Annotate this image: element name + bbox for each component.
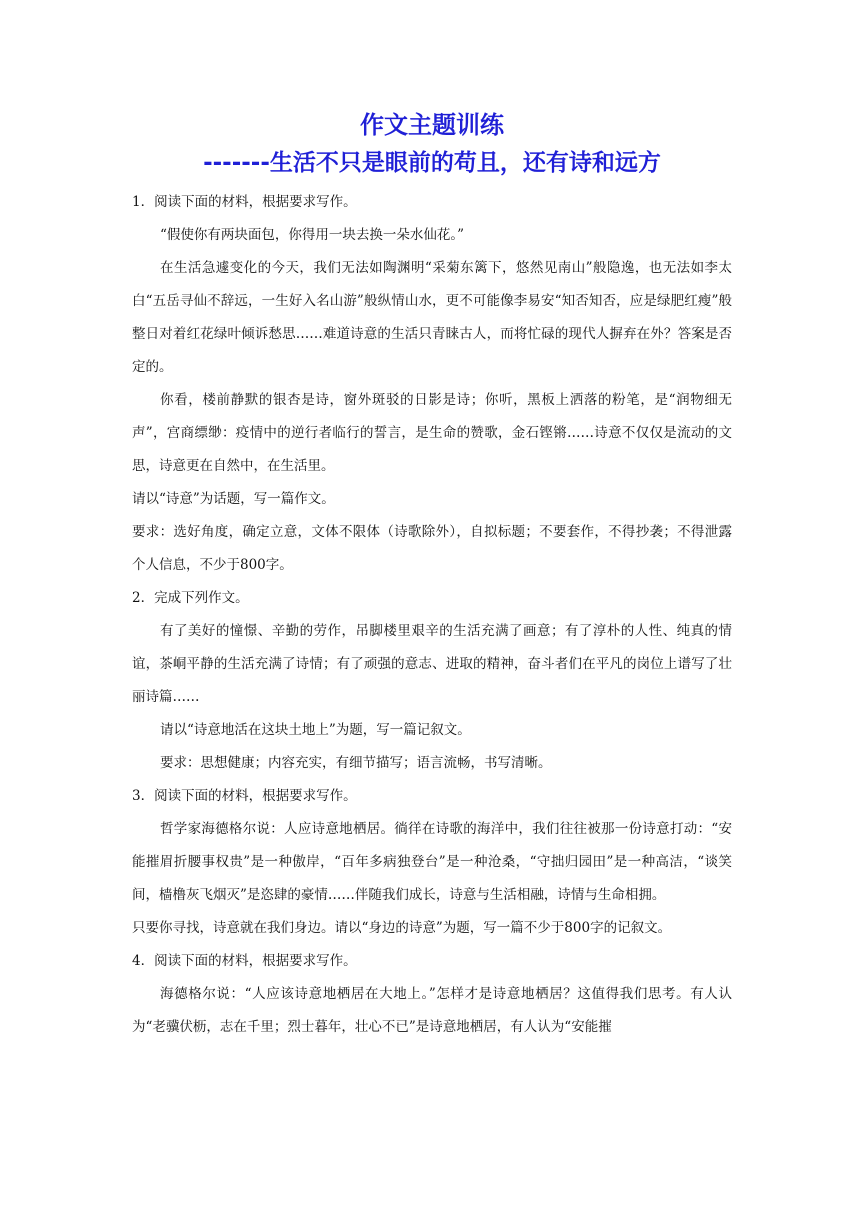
question-4-paragraph: 海德格尔说：“人应该诗意地栖居在大地上。”怎样才是诗意地栖居？这值得我们思考。有人认为“老骥伏枥，志在千里；烈士暮年，壮心不已”是诗意地栖居，有人认为“安能摧 <box>132 986 732 1035</box>
question-2-requirements: 要求：思想健康；内容充实，有细节描写；语言流畅，书写清晰。 <box>160 755 552 771</box>
document-subtitle: -------生活不只是眼前的苟且，还有诗和远方 <box>203 150 661 176</box>
question-1-requirements: 要求：选好角度，确定立意，文体不限体（诗歌除外），自拟标题；不要套作，不得抄袭；不得泄露个人信息，不少于800字。 <box>132 524 732 573</box>
document-title: 作文主题训练 <box>360 111 504 139</box>
question-2-prompt: 请以“诗意地活在这块土地上”为题，写一篇记叙文。 <box>160 722 471 738</box>
document-body <box>132 186 732 1044</box>
question-1-paragraph: 在生活急遽变化的今天，我们无法如陶渊明“采菊东篱下，悠然见南山”般隐逸，也无法如李太白“五岳寻仙不辞远，一生好入名山游”般纵情山水，更不可能像李易安“知否知否，应是绿肥红瘦”般整日对着红花绿叶倾诉愁思……难道诗意的生活只青睐古人，而将忙碌的现代人摒弃在外？答案是否定的。 <box>132 260 732 375</box>
question-3-prompt: 只要你寻找，诗意就在我们身边。请以“身边的诗意”为题，写一篇不少于800字的记叙文。 <box>132 920 672 936</box>
question-1-quote: “假使你有两块面包，你得用一块去换一朵水仙花。” <box>160 227 465 243</box>
question-1-prompt: 请以“诗意”为话题，写一篇作文。 <box>132 491 335 507</box>
question-3-heading: 3．阅读下面的材料，根据要求写作。 <box>132 788 357 804</box>
document-page <box>132 108 732 1044</box>
question-1-paragraph: 你看，楼前静默的银杏是诗，窗外斑驳的日影是诗；你听，黑板上洒落的粉笔，是“润物细无声”，宫商缥缈：疫情中的逆行者临行的誓言，是生命的赞歌，金石铿锵……诗意不仅仅是流动的文思，诗意更在自然中，在生活里。 <box>132 392 732 474</box>
question-3-paragraph: 哲学家海德格尔说：人应诗意地栖居。徜徉在诗歌的海洋中，我们往往被那一份诗意打动：“安能摧眉折腰事权贵”是一种傲岸，“百年多病独登台”是一种沧桑，“守拙归园田”是一种高洁，“谈笑间，樯橹灰飞烟灭”是恣肆的豪情……伴随我们成长，诗意与生活相融，诗情与生命相拥。 <box>132 821 732 903</box>
question-1-heading: 1．阅读下面的材料，根据要求写作。 <box>132 194 357 210</box>
question-2-paragraph: 有了美好的憧憬、辛勤的劳作，吊脚楼里艰辛的生活充满了画意；有了淳朴的人性、纯真的情谊，茶峒平静的生活充满了诗情；有了顽强的意志、进取的精神，奋斗者们在平凡的岗位上谱写了壮丽诗篇…… <box>132 623 732 705</box>
question-2-heading: 2．完成下列作文。 <box>132 590 249 606</box>
question-4-heading: 4．阅读下面的材料，根据要求写作。 <box>132 953 357 969</box>
